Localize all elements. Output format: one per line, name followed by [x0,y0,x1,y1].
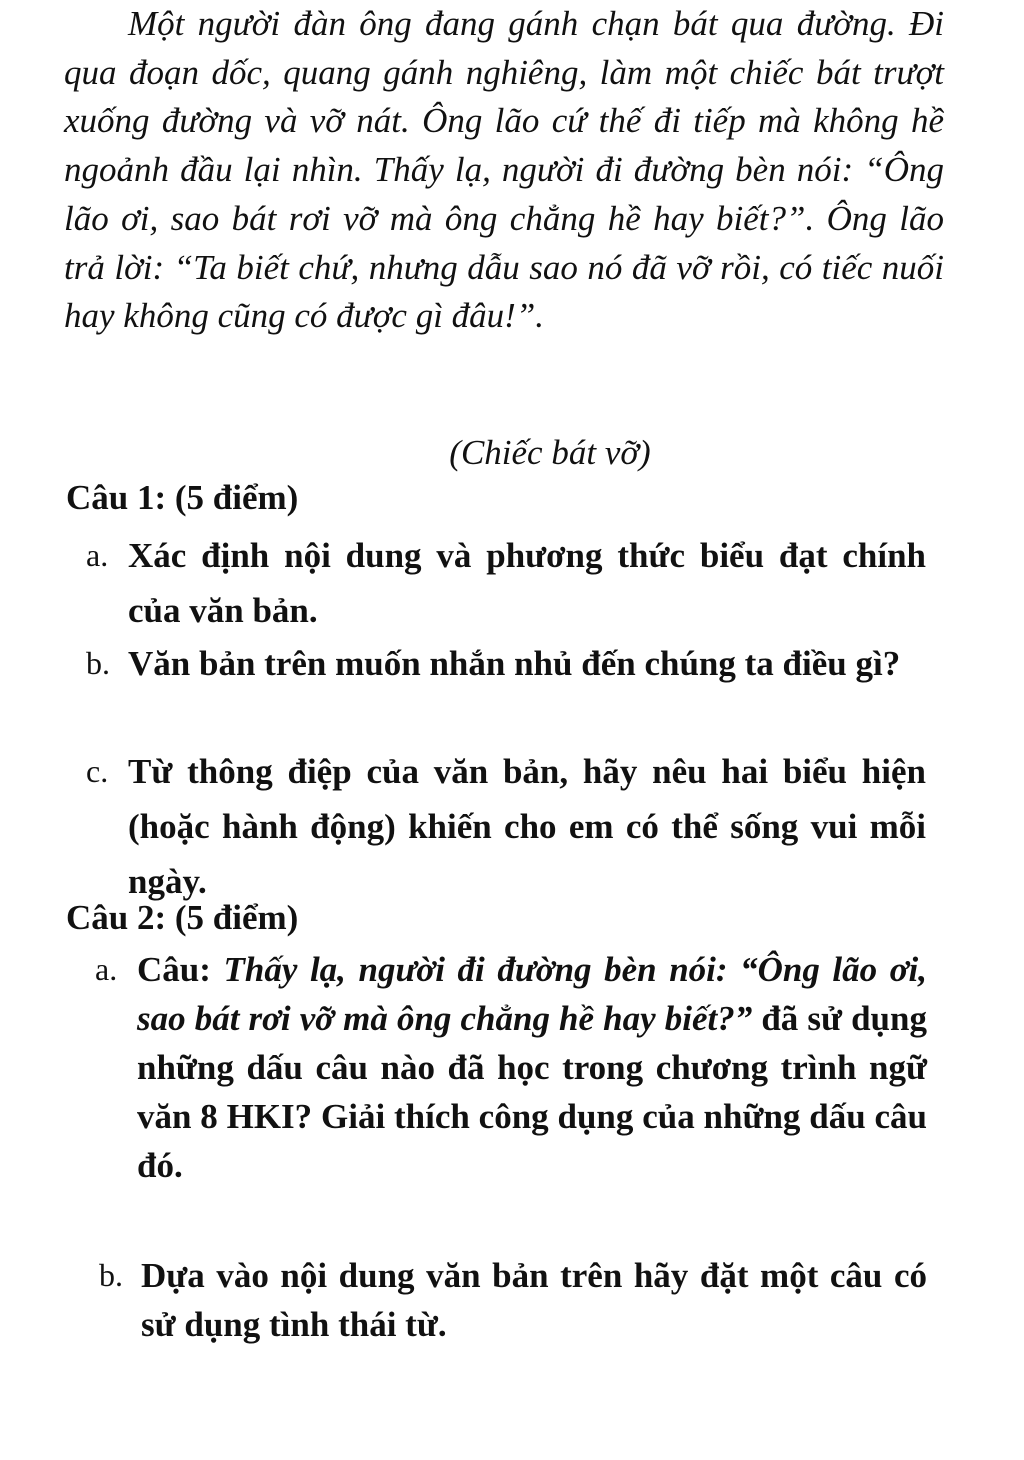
question-1b [86,636,926,691]
question-1-title: Câu 1: (5 điểm) [66,478,299,517]
question-1a [86,528,926,638]
question-2b [99,1251,927,1349]
question-2-title: Câu 2: (5 điểm) [66,898,299,937]
question-2a-quote: Thấy lạ, người đi đường bèn nói: “Ông lão ơi, sao bát rơi vỡ mà ông chẳng hề hay biết?” [137,950,927,1038]
story-passage: Một người đàn ông đang gánh chạn bát qua đường. Đi qua đoạn dốc, quang gánh nghiêng, làm một chiếc bát trượt xuống đường và vỡ nát. Ông lão cứ thế đi tiếp mà không hề ngoảnh đầu lại nhìn. Thấy lạ, người đi đường bèn nói: “Ông lão ơi, sao bát rơi vỡ mà ông chẳng hề hay biết?”. Ông lão trả lời: “Ta biết chứ, nhưng dẫu sao nó đã vỡ rồi, có tiếc nuối hay không cũng có được gì đâu!”. [64,4,944,336]
question-1b-text: Văn bản trên muốn nhắn nhủ đến chúng ta điều gì? [128,644,901,683]
question-1a-marker: a. [86,537,109,573]
question-2b-text: Dựa vào nội dung văn bản trên hãy đặt một câu có sử dụng tình thái từ. [141,1256,927,1344]
question-2a [95,945,927,1190]
question-2a-marker: a. [95,951,118,987]
story-source: (Chiếc bát vỡ) [449,433,651,472]
question-1a-text: Xác định nội dung và phương thức biểu đạt chính của văn bản. [128,536,926,630]
question-1c [86,744,926,909]
question-1c-text: Từ thông điệp của văn bản, hãy nêu hai biểu hiện (hoặc hành động) khiến cho em có thể sống vui mỗi ngày. [128,752,926,901]
question-1b-marker: b. [86,645,110,681]
question-2a-rest: đã sử dụng những dấu câu nào đã học trong chương trình ngữ văn 8 HKI? Giải thích công dụng của những dấu câu đó. [137,999,927,1185]
question-2b-marker: b. [99,1257,123,1293]
question-2a-lead: Câu: [137,950,224,989]
question-1c-marker: c. [86,753,109,789]
